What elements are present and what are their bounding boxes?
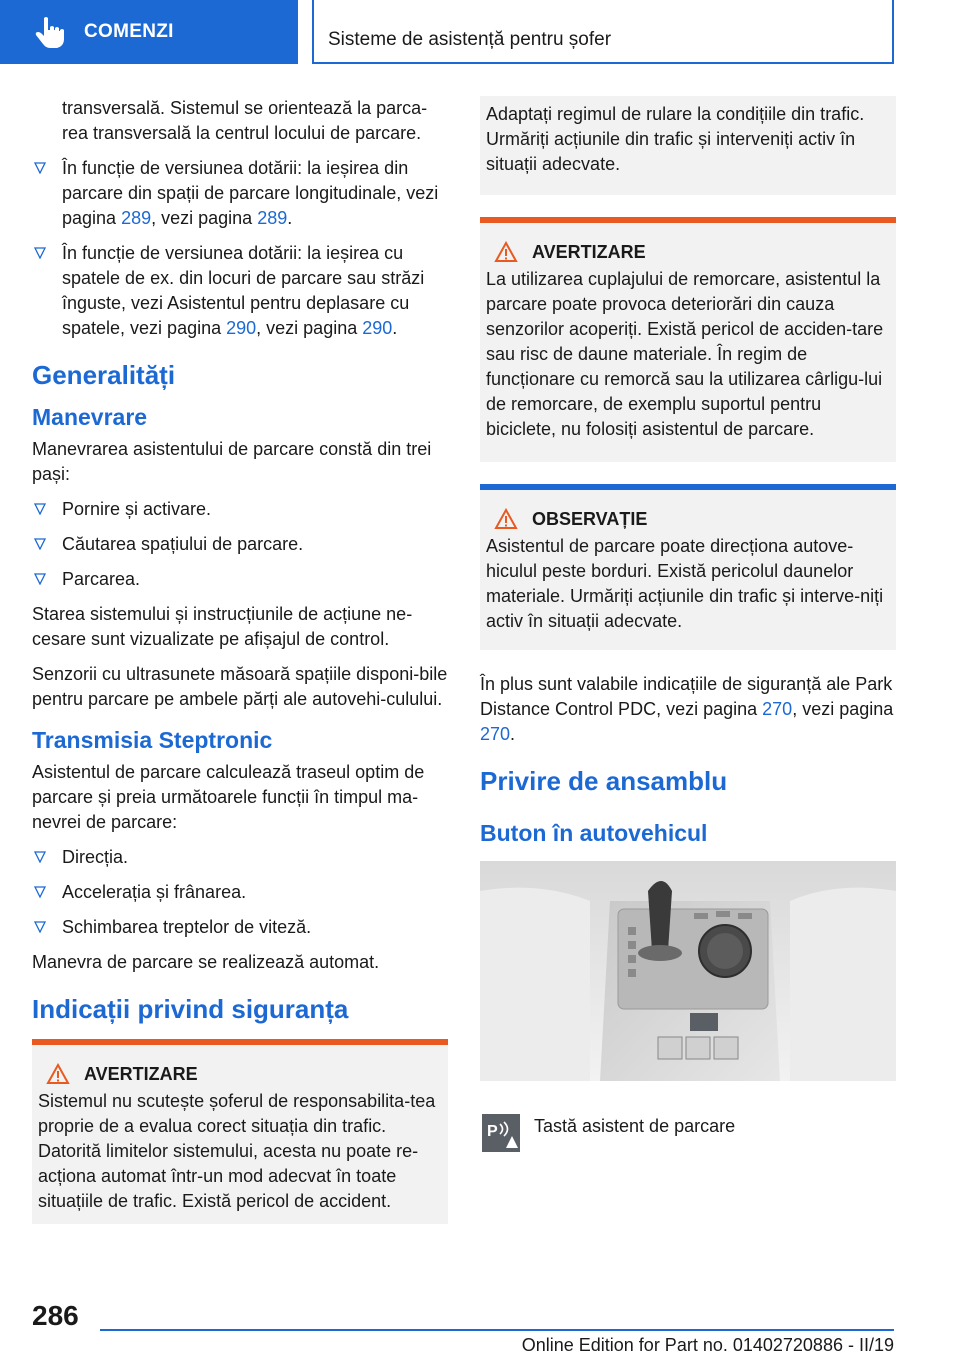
warning-box	[32, 1039, 448, 1224]
warning-triangle-icon	[46, 1063, 70, 1085]
triangle-bullet-icon	[34, 503, 46, 515]
left-column	[32, 96, 448, 1246]
footer-divider	[100, 1329, 894, 1331]
note-box	[480, 484, 896, 650]
section-heading-general: Generalități	[32, 360, 176, 390]
subheading-steptronic: Transmisia Steptronic	[32, 727, 273, 753]
svg-text:P: P	[487, 1123, 498, 1140]
sensors-paragraph: Senzorii cu ultrasunete măsoară spațiile disponi-bile pentru parcare pe ambele părți ale autovehi-culului.	[32, 664, 448, 709]
intro-continuation: transversală. Sistemul se orientează la parca-rea transversală la centrul locului de parcare.	[62, 98, 428, 143]
warning-text: Sistemul nu scutește șoferul de responsabilita-tea proprie de a evalua corect situația din trafic. Datorită limitelor sistemului, acesta nu poate re-acționa automat într-un mod adecvat în toate situațiile de trafic. Există pericol de accident.	[38, 1091, 436, 1211]
breadcrumb-text: Sisteme de asistență pentru șofer	[328, 29, 612, 50]
warning-box	[480, 217, 896, 462]
manevrare-text: Manevrarea asistentului de parcare constă din trei pași:	[32, 439, 432, 484]
warning-continuation-text: Adaptați regimul de rulare la condițiile din trafic. Urmăriți acțiunile din trafic și interveniți activ în situații adecvate.	[486, 104, 865, 174]
page-link[interactable]: 270	[480, 724, 511, 744]
page-link[interactable]: 289	[121, 208, 152, 228]
list-item: În funcție de versiunea dotării: la ieșirea din parcare din spații de parcare longitudinale, vezi pagina 289, vezi pagina 289.	[32, 156, 448, 231]
key-caption: Tastă asistent de parcare	[534, 1116, 736, 1136]
warning-box-continuation	[480, 96, 896, 195]
page-link[interactable]: 290	[226, 318, 257, 338]
chapter-tab[interactable]	[0, 0, 298, 64]
section-heading-safety: Indicații privind siguranța	[32, 994, 349, 1024]
page-link[interactable]: 289	[257, 208, 288, 228]
pdc-paragraph: În plus sunt valabile indicațiile de siguranță ale Park Distance Control PDC, vezi pagina 270, vezi pagina 270.	[480, 674, 894, 744]
list-item: Căutarea spațiului de parcare.	[32, 532, 448, 557]
list-item: Accelerația și frânarea.	[32, 880, 448, 905]
center-console-photo	[480, 861, 896, 1081]
triangle-bullet-icon	[34, 921, 46, 933]
key-legend	[480, 1110, 896, 1152]
subheading-manevrare: Manevrare	[32, 404, 148, 430]
steptronic-text: Asistentul de parcare calculează traseul optim de parcare și preia următoarele funcții în timpul ma-nevrei de parcare:	[32, 762, 425, 832]
list-item: Direcția.	[32, 845, 448, 870]
status-paragraph: Starea sistemului și instrucțiunile de acțiune ne-cesare sunt vizualizate pe afișajul de control.	[32, 604, 413, 649]
triangle-bullet-icon	[34, 851, 46, 863]
triangle-bullet-icon	[34, 247, 46, 259]
warning-text: La utilizarea cuplajului de remorcare, asistentul la parcare poate provoca deteriorări din cauza senzorilor acoperiți. Există pericol de acciden-tare sau risc de daune materiale. În regim de funcționare cu remorcă sau la utilizarea cârligu-lui de remorcare, de exemplu suportul pentru biciclete, nu folosiți asistentul de parcare.	[486, 269, 884, 439]
list-item: Pornire și activare.	[32, 497, 448, 522]
triangle-bullet-icon	[34, 162, 46, 174]
page-link[interactable]: 270	[762, 699, 793, 719]
page-link[interactable]: 290	[362, 318, 393, 338]
park-assist-key-icon	[482, 1114, 520, 1152]
page-number: 286	[32, 1300, 79, 1331]
edition-footer: Online Edition for Part no. 01402720886 - II/19	[521, 1335, 894, 1355]
triangle-bullet-icon	[34, 573, 46, 585]
warning-title: AVERTIZARE	[532, 241, 646, 262]
warning-triangle-icon	[494, 241, 518, 263]
list-item: Parcarea.	[32, 567, 448, 592]
triangle-bullet-icon	[34, 886, 46, 898]
breadcrumb	[312, 0, 894, 64]
chapter-tab-label: COMENZI	[84, 21, 174, 42]
note-text: Asistentul de parcare poate direcționa autove-hiculul peste borduri. Există pericolul daunelor materiale. Urmăriți acțiunile din trafic și interve-niți activ în situații adecvate.	[486, 536, 884, 631]
note-title: OBSERVAȚIE	[532, 508, 648, 529]
list-item: Schimbarea treptelor de viteză.	[32, 915, 448, 940]
auto-paragraph: Manevra de parcare se realizează automat.	[32, 952, 380, 972]
triangle-bullet-icon	[34, 538, 46, 550]
right-column	[480, 96, 896, 1152]
subheading-button: Buton în autovehicul	[480, 820, 708, 846]
hand-pointer-icon	[30, 12, 70, 52]
warning-triangle-icon	[494, 508, 518, 530]
warning-title: AVERTIZARE	[84, 1063, 198, 1084]
list-item: În funcție de versiunea dotării: la ieșirea cu spatele de ex. din locuri de parcare sau străzi înguste, vezi Asistentul pentru deplasare cu spatele, vezi pagina 290, vezi pagina 290.	[32, 241, 448, 341]
section-heading-overview: Privire de ansamblu	[480, 766, 728, 796]
